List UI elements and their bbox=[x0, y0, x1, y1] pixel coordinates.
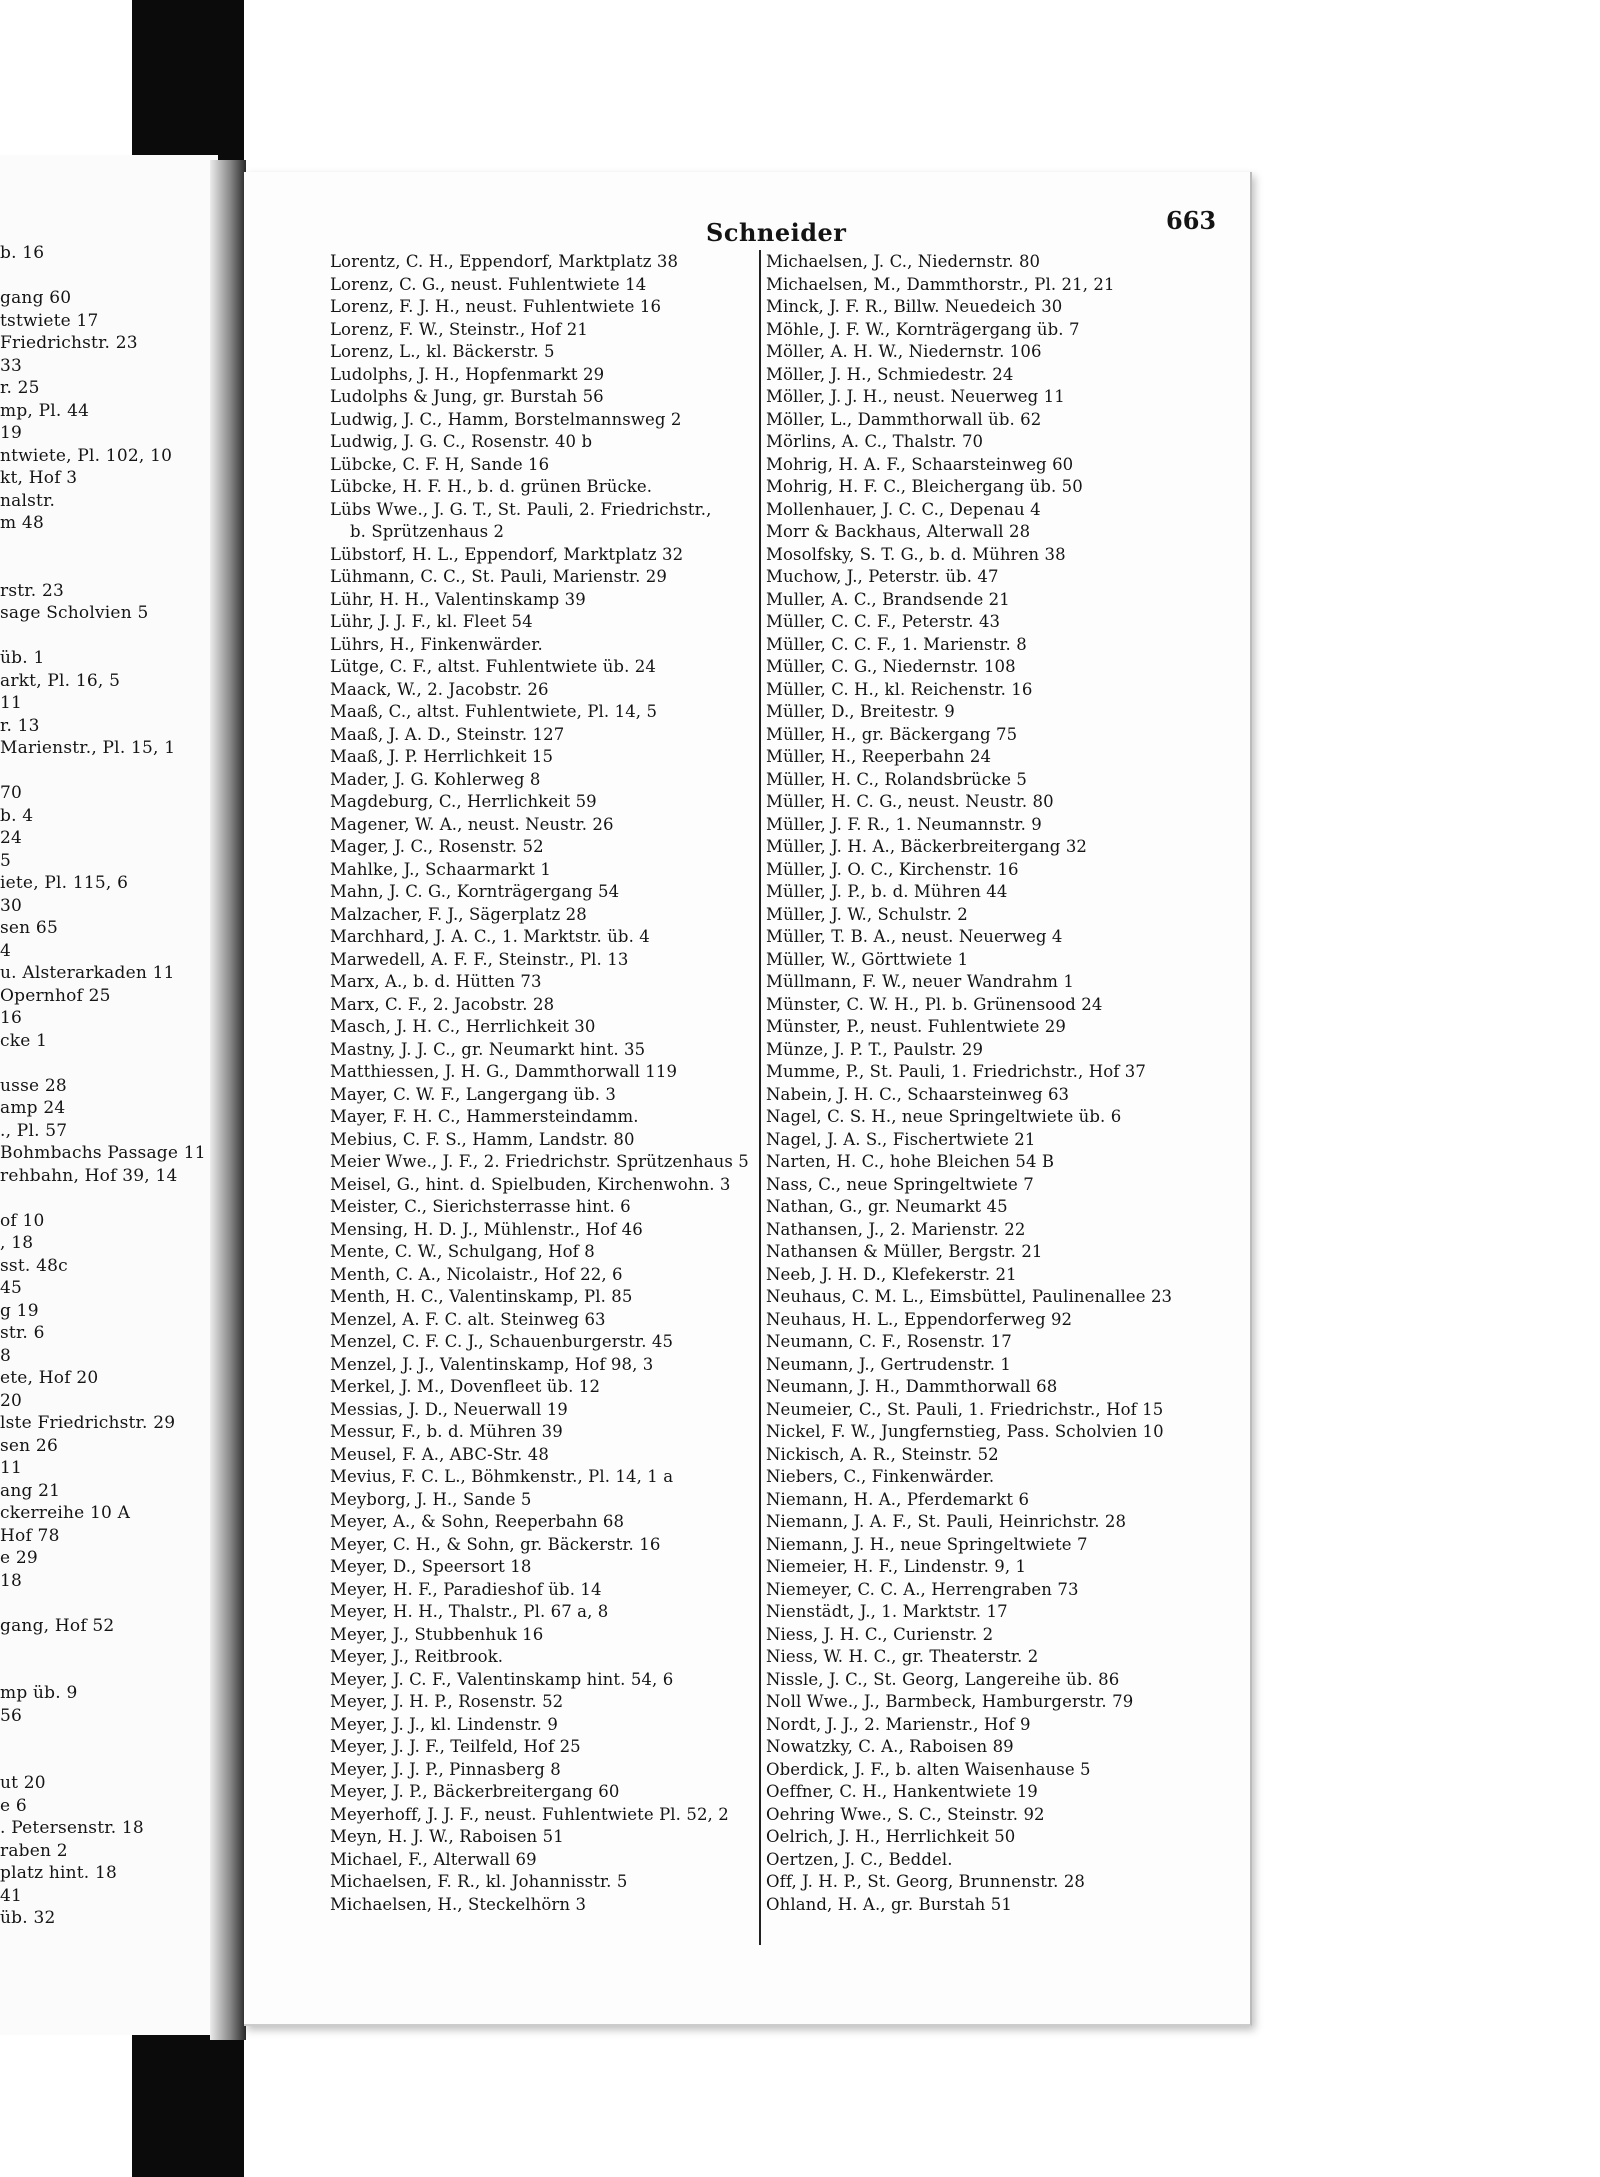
directory-entry: Ludwig, J. G. C., Rosenstr. 40 b bbox=[330, 432, 593, 451]
directory-entry: Möller, L., Dammthorwall üb. 62 bbox=[766, 409, 1042, 429]
directory-entry: Müller, W., Görttwiete 1 bbox=[766, 949, 969, 969]
directory-entry: Lübcke, H. F. H., b. d. grünen Brücke. bbox=[330, 477, 653, 496]
left-page-fragment: b. 16 bbox=[0, 243, 45, 263]
directory-entry: Nickisch, A. R., Steinstr. 52 bbox=[766, 1444, 999, 1464]
directory-entry: Maaß, C., altst. Fuhlentwiete, Pl. 14, 5 bbox=[330, 702, 658, 721]
directory-entry: Lühr, H. H., Valentinskamp 39 bbox=[330, 589, 586, 609]
directory-entry: Meyer, J. J. P., Pinnasberg 8 bbox=[330, 1759, 561, 1779]
left-page-fragment: g 19 bbox=[0, 1300, 39, 1321]
left-page-fragment: ete, Hof 20 bbox=[0, 1368, 99, 1388]
left-page-fragment: gang, Hof 52 bbox=[0, 1615, 115, 1636]
directory-entry: Nathansen, J., 2. Marienstr. 22 bbox=[766, 1219, 1026, 1239]
directory-entry: Maack, W., 2. Jacobstr. 26 bbox=[330, 679, 549, 699]
directory-entry: Mohrig, H. F. C., Bleichergang üb. 50 bbox=[766, 477, 1083, 496]
directory-entry: Lorenz, F. W., Steinstr., Hof 21 bbox=[330, 319, 588, 339]
directory-entry: Lühr, J. J. F., kl. Fleet 54 bbox=[330, 612, 533, 631]
directory-entry: Niemeier, H. F., Lindenstr. 9, 1 bbox=[766, 1557, 1027, 1576]
directory-entry: Möller, A. H. W., Niedernstr. 106 bbox=[766, 342, 1042, 361]
directory-entry: Matthiessen, J. H. G., Dammthorwall 119 bbox=[330, 1062, 678, 1081]
directory-entry: Magener, W. A., neust. Neustr. 26 bbox=[330, 814, 614, 834]
left-page-fragment: 11 bbox=[0, 1458, 23, 1478]
left-page-fragment: rstr. 23 bbox=[0, 580, 64, 601]
left-page-fragment: r. 13 bbox=[0, 715, 40, 736]
directory-entry: Münster, P., neust. Fuhlentwiete 29 bbox=[766, 1017, 1066, 1036]
directory-entry: Michaelsen, J. C., Niedernstr. 80 bbox=[766, 252, 1041, 271]
left-page bbox=[0, 155, 218, 2035]
left-page-fragment: str. 6 bbox=[0, 1323, 45, 1343]
directory-entry: Müller, D., Breitestr. 9 bbox=[766, 702, 955, 721]
directory-entry: Niemeyer, C. C. A., Herrengraben 73 bbox=[766, 1579, 1079, 1599]
directory-entry: Lübcke, C. F. H, Sande 16 bbox=[330, 454, 550, 474]
directory-entry: Niess, W. H. C., gr. Theaterstr. 2 bbox=[766, 1647, 1039, 1666]
directory-entry: Muller, A. C., Brandsende 21 bbox=[766, 589, 1010, 609]
column-divider bbox=[759, 250, 761, 1945]
left-page-fragment: , 18 bbox=[0, 1233, 34, 1253]
directory-entry: Menth, H. C., Valentinskamp, Pl. 85 bbox=[330, 1287, 633, 1306]
left-page-fragment: sen 65 bbox=[0, 918, 58, 938]
directory-entry: Mager, J. C., Rosenstr. 52 bbox=[330, 837, 544, 856]
directory-entry: Mumme, P., St. Pauli, 1. Friedrichstr., Hof 37 bbox=[766, 1062, 1146, 1081]
directory-entry: Müller, C. H., kl. Reichenstr. 16 bbox=[766, 679, 1033, 699]
directory-entry: Müller, C. G., Niedernstr. 108 bbox=[766, 657, 1016, 676]
directory-entry: Nienstädt, J., 1. Marktstr. 17 bbox=[766, 1602, 1008, 1621]
left-page-fragment: iete, Pl. 115, 6 bbox=[0, 873, 129, 893]
left-page-fragment: mp üb. 9 bbox=[0, 1683, 78, 1703]
directory-entry: Meyer, C. H., & Sohn, gr. Bäckerstr. 16 bbox=[330, 1534, 661, 1554]
directory-entry: Müller, J. P., b. d. Mühren 44 bbox=[766, 882, 1008, 901]
left-page-fragment: üb. 1 bbox=[0, 648, 45, 668]
directory-entry: Michaelsen, M., Dammthorstr., Pl. 21, 21 bbox=[766, 274, 1115, 294]
left-page-fragment: üb. 32 bbox=[0, 1908, 56, 1928]
left-page-fragment: tstwiete 17 bbox=[0, 310, 99, 331]
directory-entry: Meister, C., Sierichsterrasse hint. 6 bbox=[330, 1197, 631, 1216]
directory-entry: Müller, H. C., Rolandsbrücke 5 bbox=[766, 769, 1028, 789]
directory-entry: Neumeier, C., St. Pauli, 1. Friedrichstr., Hof 15 bbox=[766, 1399, 1164, 1419]
left-page-fragment: 16 bbox=[0, 1008, 23, 1028]
page-number: 663 bbox=[1166, 206, 1217, 235]
left-page-fragment: 20 bbox=[0, 1390, 23, 1411]
directory-entry: Marwedell, A. F. F., Steinstr., Pl. 13 bbox=[330, 949, 629, 969]
directory-entry: Möller, J. H., Schmiedestr. 24 bbox=[766, 364, 1014, 384]
book-gutter bbox=[210, 160, 246, 2040]
directory-entry: Marx, A., b. d. Hütten 73 bbox=[330, 972, 542, 991]
directory-entry: Nathansen & Müller, Bergstr. 21 bbox=[766, 1242, 1043, 1261]
directory-entry: Niemann, J. H., neue Springeltwiete 7 bbox=[766, 1534, 1088, 1554]
directory-entry: Müller, C. C. F., Peterstr. 43 bbox=[766, 612, 1001, 631]
directory-entry: Nabein, J. H. C., Schaarsteinweg 63 bbox=[766, 1084, 1070, 1104]
directory-entry: Menth, C. A., Nicolaistr., Hof 22, 6 bbox=[330, 1264, 623, 1284]
left-page-fragment: 30 bbox=[0, 895, 23, 916]
directory-entry: Lorenz, F. J. H., neust. Fuhlentwiete 16 bbox=[330, 297, 662, 316]
directory-entry: Oelrich, J. H., Herrlichkeit 50 bbox=[766, 1827, 1016, 1846]
directory-entry: Maaß, J. A. D., Steinstr. 127 bbox=[330, 724, 565, 744]
directory-entry: Nissle, J. C., St. Georg, Langereihe üb. 86 bbox=[766, 1669, 1120, 1689]
directory-entry: Minck, J. F. R., Billw. Neuedeich 30 bbox=[766, 297, 1063, 316]
directory-entry: Oertzen, J. C., Beddel. bbox=[766, 1849, 953, 1869]
directory-entry: Maaß, J. P. Herrlichkeit 15 bbox=[330, 747, 554, 766]
directory-entry: Mosolfsky, S. T. G., b. d. Mühren 38 bbox=[766, 544, 1066, 564]
directory-entry: Lorenz, C. G., neust. Fuhlentwiete 14 bbox=[330, 274, 647, 294]
directory-entry: Meyer, J. H. P., Rosenstr. 52 bbox=[330, 1692, 564, 1711]
directory-entry: Münze, J. P. T., Paulstr. 29 bbox=[766, 1039, 984, 1059]
directory-entry: Marchhard, J. A. C., 1. Marktstr. üb. 4 bbox=[330, 927, 650, 946]
left-page-fragment: Bohmbachs Passage 11 bbox=[0, 1143, 206, 1163]
left-page-fragment: 33 bbox=[0, 355, 23, 376]
directory-entry: Michaelsen, H., Steckelhörn 3 bbox=[330, 1894, 587, 1914]
directory-entry: Müller, T. B. A., neust. Neuerweg 4 bbox=[766, 927, 1063, 946]
directory-entry: Ludolphs, J. H., Hopfenmarkt 29 bbox=[330, 364, 605, 384]
directory-entry: Mollenhauer, J. C. C., Depenau 4 bbox=[766, 499, 1041, 519]
left-page-fragment: nalstr. bbox=[0, 490, 56, 511]
directory-entry: Neuhaus, C. M. L., Eimsbüttel, Paulinenallee 23 bbox=[766, 1287, 1173, 1306]
directory-entry: Mastny, J. J. C., gr. Neumarkt hint. 35 bbox=[330, 1039, 646, 1059]
directory-entry: Müllmann, F. W., neuer Wandrahm 1 bbox=[766, 972, 1074, 991]
directory-entry: Nagel, C. S. H., neue Springeltwiete üb. 6 bbox=[766, 1107, 1122, 1126]
left-page-fragment: 4 bbox=[0, 940, 12, 961]
directory-entry: Nathan, G., gr. Neumarkt 45 bbox=[766, 1197, 1008, 1216]
left-page-fragment: sen 26 bbox=[0, 1435, 58, 1456]
directory-entry: Meyerhoff, J. J. F., neust. Fuhlentwiete Pl. 52, 2 bbox=[330, 1804, 729, 1824]
left-page-fragment: b. 4 bbox=[0, 805, 34, 826]
directory-entry: Lübs Wwe., J. G. T., St. Pauli, 2. Friedrichstr., bbox=[330, 499, 712, 519]
left-page-fragment: 8 bbox=[0, 1345, 12, 1366]
directory-entry: Lorenz, L., kl. Bäckerstr. 5 bbox=[330, 342, 555, 361]
directory-entry: Meyer, A., & Sohn, Reeperbahn 68 bbox=[330, 1512, 625, 1531]
left-page-fragment: Marienstr., Pl. 15, 1 bbox=[0, 738, 176, 758]
directory-entry: Nagel, J. A. S., Fischertwiete 21 bbox=[766, 1129, 1036, 1149]
directory-entry: Meyer, J. C. F., Valentinskamp hint. 54, 6 bbox=[330, 1669, 674, 1689]
left-page-fragment: ckerreihe 10 A bbox=[0, 1503, 131, 1523]
directory-entry: Menzel, C. F. C. J., Schauenburgerstr. 45 bbox=[330, 1332, 674, 1351]
directory-entry: Merkel, J. M., Dovenfleet üb. 12 bbox=[330, 1377, 601, 1396]
left-page-fragment: ang 21 bbox=[0, 1480, 61, 1501]
left-page-fragment: amp 24 bbox=[0, 1098, 66, 1118]
left-page-fragment: cke 1 bbox=[0, 1030, 48, 1051]
directory-entry: Menzel, J. J., Valentinskamp, Hof 98, 3 bbox=[330, 1354, 654, 1374]
left-page-fragment: 45 bbox=[0, 1278, 23, 1298]
left-page-fragment: lste Friedrichstr. 29 bbox=[0, 1413, 176, 1433]
directory-entry: Müller, J. H. A., Bäckerbreitergang 32 bbox=[766, 837, 1088, 856]
directory-entry: Mahn, J. C. G., Kornträgergang 54 bbox=[330, 882, 620, 901]
left-page-fragment: . Petersenstr. 18 bbox=[0, 1818, 144, 1838]
left-page-fragment: m 48 bbox=[0, 513, 44, 533]
directory-entry: Lorentz, C. H., Eppendorf, Marktplatz 38 bbox=[330, 252, 679, 271]
left-page-fragment: platz hint. 18 bbox=[0, 1863, 118, 1883]
directory-entry: Marx, C. F., 2. Jacobstr. 28 bbox=[330, 994, 555, 1014]
left-page-fragment: e 6 bbox=[0, 1795, 27, 1816]
directory-entry: Ludolphs & Jung, gr. Burstah 56 bbox=[330, 387, 604, 406]
directory-entry: Nordt, J. J., 2. Marienstr., Hof 9 bbox=[766, 1714, 1031, 1734]
directory-entry: Nowatzky, C. A., Raboisen 89 bbox=[766, 1737, 1014, 1756]
directory-entry: Meyer, J. P., Bäckerbreitergang 60 bbox=[330, 1782, 620, 1801]
directory-entry: Meier Wwe., J. F., 2. Friedrichstr. Sprützenhaus 5 bbox=[330, 1152, 749, 1171]
directory-entry: Michaelsen, F. R., kl. Johannisstr. 5 bbox=[330, 1872, 628, 1891]
directory-entry: Mahlke, J., Schaarmarkt 1 bbox=[330, 859, 551, 879]
left-page-fragment: sage Scholvien 5 bbox=[0, 603, 149, 623]
left-page-fragment: 24 bbox=[0, 828, 23, 848]
directory-entry: Niemann, H. A., Pferdemarkt 6 bbox=[766, 1489, 1030, 1509]
directory-entry: Müller, J. W., Schulstr. 2 bbox=[766, 904, 968, 924]
directory-entry: Lührs, H., Finkenwärder. bbox=[330, 634, 543, 654]
left-page-fragment: 11 bbox=[0, 693, 23, 713]
directory-entry: Mensing, H. D. J., Mühlenstr., Hof 46 bbox=[330, 1219, 643, 1239]
directory-entry: Mohrig, H. A. F., Schaarsteinweg 60 bbox=[766, 454, 1074, 474]
left-page-fragment: Opernhof 25 bbox=[0, 985, 111, 1006]
directory-entry: Ohland, H. A., gr. Burstah 51 bbox=[766, 1894, 1012, 1914]
left-page-fragment: ut 20 bbox=[0, 1773, 46, 1793]
left-page-fragment: usse 28 bbox=[0, 1075, 67, 1096]
left-page-fragment: e 29 bbox=[0, 1548, 38, 1568]
directory-entry: Neuhaus, H. L., Eppendorferweg 92 bbox=[766, 1309, 1073, 1329]
directory-entry: Müller, H. C. G., neust. Neustr. 80 bbox=[766, 792, 1054, 811]
left-page-fragment: raben 2 bbox=[0, 1840, 68, 1861]
directory-entry: Meyer, H. F., Paradieshof üb. 14 bbox=[330, 1579, 602, 1599]
directory-entry: Nickel, F. W., Jungfernstieg, Pass. Scholvien 10 bbox=[766, 1422, 1164, 1441]
directory-entry: Meyborg, J. H., Sande 5 bbox=[330, 1489, 532, 1509]
directory-entry: Mente, C. W., Schulgang, Hof 8 bbox=[330, 1242, 595, 1261]
directory-entry: Müller, J. O. C., Kirchenstr. 16 bbox=[766, 859, 1019, 879]
left-page-fragment: ., Pl. 57 bbox=[0, 1120, 68, 1141]
directory-entry: Möller, J. J. H., neust. Neuerweg 11 bbox=[766, 387, 1065, 406]
directory-entry: Michael, F., Alterwall 69 bbox=[330, 1849, 537, 1869]
left-page-fragment: 18 bbox=[0, 1570, 23, 1591]
left-page-fragment: of 10 bbox=[0, 1210, 45, 1231]
directory-entry: Meusel, F. A., ABC-Str. 48 bbox=[330, 1444, 549, 1464]
directory-entry: Möhle, J. F. W., Kornträgergang üb. 7 bbox=[766, 319, 1080, 339]
directory-entry: Müller, H., gr. Bäckergang 75 bbox=[766, 724, 1018, 744]
left-page-fragment: r. 25 bbox=[0, 378, 40, 398]
directory-entry: Neumann, J. H., Dammthorwall 68 bbox=[766, 1377, 1058, 1396]
directory-entry: Menzel, A. F. C. alt. Steinweg 63 bbox=[330, 1309, 606, 1329]
directory-entry: Meisel, G., hint. d. Spielbuden, Kirchenwohn. 3 bbox=[330, 1174, 731, 1194]
directory-entry: Neeb, J. H. D., Klefekerstr. 21 bbox=[766, 1264, 1017, 1284]
directory-entry: Niebers, C., Finkenwärder. bbox=[766, 1467, 995, 1486]
left-page-fragment: sst. 48c bbox=[0, 1255, 68, 1276]
directory-entry: Messias, J. D., Neuerwall 19 bbox=[330, 1399, 568, 1419]
directory-entry: Lübstorf, H. L., Eppendorf, Marktplatz 32 bbox=[330, 544, 684, 564]
directory-entry: Lütge, C. F., altst. Fuhlentwiete üb. 24 bbox=[330, 657, 656, 676]
directory-entry: Mevius, F. C. L., Böhmkenstr., Pl. 14, 1 a bbox=[330, 1467, 674, 1486]
left-page-fragment: ntwiete, Pl. 102, 10 bbox=[0, 445, 173, 466]
directory-entry: Off, J. H. P., St. Georg, Brunnenstr. 28 bbox=[766, 1872, 1086, 1891]
left-page-fragment: 19 bbox=[0, 423, 23, 443]
directory-entry: Neumann, C. F., Rosenstr. 17 bbox=[766, 1332, 1012, 1351]
directory-entry: Mebius, C. F. S., Hamm, Landstr. 80 bbox=[330, 1129, 635, 1149]
directory-entry: Ludwig, J. C., Hamm, Borstelmannsweg 2 bbox=[330, 409, 682, 429]
left-page-fragment: 41 bbox=[0, 1885, 23, 1906]
left-page-fragment: u. Alsterarkaden 11 bbox=[0, 963, 175, 983]
directory-entry: Narten, H. C., hohe Bleichen 54 B bbox=[766, 1152, 1055, 1171]
left-page-fragment: 5 bbox=[0, 850, 12, 871]
directory-entry: Neumann, J., Gertrudenstr. 1 bbox=[766, 1354, 1012, 1374]
directory-entry: Muchow, J., Peterstr. üb. 47 bbox=[766, 567, 999, 586]
directory-entry: Meyer, D., Speersort 18 bbox=[330, 1557, 532, 1576]
directory-entry: Meyer, J., Stubbenhuk 16 bbox=[330, 1624, 544, 1644]
directory-entry: Noll Wwe., J., Barmbeck, Hamburgerstr. 79 bbox=[766, 1692, 1134, 1711]
directory-entry: Malzacher, F. J., Sägerplatz 28 bbox=[330, 904, 587, 924]
left-page-fragment: Hof 78 bbox=[0, 1525, 60, 1546]
directory-entry: Masch, J. H. C., Herrlichkeit 30 bbox=[330, 1017, 596, 1036]
directory-entry: Mörlins, A. C., Thalstr. 70 bbox=[766, 432, 984, 451]
directory-entry: Münster, C. W. H., Pl. b. Grünensood 24 bbox=[766, 994, 1103, 1014]
left-page-fragment: mp, Pl. 44 bbox=[0, 400, 90, 421]
directory-entry: Nass, C., neue Springeltwiete 7 bbox=[766, 1174, 1034, 1194]
directory-entry: Oehring Wwe., S. C., Steinstr. 92 bbox=[766, 1804, 1045, 1824]
left-page-fragment: kt, Hof 3 bbox=[0, 468, 78, 488]
directory-entry: Mader, J. G. Kohlerweg 8 bbox=[330, 769, 541, 789]
directory-entry: Messur, F., b. d. Mühren 39 bbox=[330, 1422, 563, 1441]
directory-entry: Magdeburg, C., Herrlichkeit 59 bbox=[330, 792, 597, 811]
directory-entry: Morr & Backhaus, Alterwall 28 bbox=[766, 522, 1031, 541]
directory-entry: Müller, J. F. R., 1. Neumannstr. 9 bbox=[766, 814, 1042, 834]
directory-entry: Meyer, H. H., Thalstr., Pl. 67 a, 8 bbox=[330, 1602, 609, 1621]
directory-entry: Oberdick, J. F., b. alten Waisenhause 5 bbox=[766, 1759, 1091, 1779]
page-title: Schneider bbox=[706, 218, 847, 247]
directory-entry: Müller, H., Reeperbahn 24 bbox=[766, 747, 992, 766]
directory-entry: Müller, C. C. F., 1. Marienstr. 8 bbox=[766, 634, 1027, 654]
directory-entry: Niess, J. H. C., Curienstr. 2 bbox=[766, 1624, 994, 1644]
directory-entry: Meyer, J., Reitbrook. bbox=[330, 1647, 504, 1666]
left-page-fragment: 70 bbox=[0, 783, 23, 803]
left-page-fragment: Friedrichstr. 23 bbox=[0, 333, 138, 353]
left-page-fragment: arkt, Pl. 16, 5 bbox=[0, 670, 121, 691]
directory-entry: Meyer, J. J. F., Teilfeld, Hof 25 bbox=[330, 1737, 581, 1756]
directory-entry: Mayer, C. W. F., Langergang üb. 3 bbox=[330, 1084, 617, 1104]
directory-entry: Mayer, F. H. C., Hammersteindamm. bbox=[330, 1107, 639, 1126]
directory-entry: Meyer, J. J., kl. Lindenstr. 9 bbox=[330, 1714, 558, 1734]
directory-entry: b. Sprützenhaus 2 bbox=[350, 522, 505, 541]
directory-entry: Oeffner, C. H., Hankentwiete 19 bbox=[766, 1782, 1038, 1801]
directory-entry: Niemann, J. A. F., St. Pauli, Heinrichstr. 28 bbox=[766, 1512, 1127, 1531]
left-page-fragment: rehbahn, Hof 39, 14 bbox=[0, 1165, 178, 1186]
left-page-fragment: 56 bbox=[0, 1705, 23, 1726]
left-page-fragment: gang 60 bbox=[0, 288, 72, 308]
directory-entry: Meyn, H. J. W., Raboisen 51 bbox=[330, 1827, 564, 1846]
directory-entry: Lühmann, C. C., St. Pauli, Marienstr. 29 bbox=[330, 567, 667, 586]
